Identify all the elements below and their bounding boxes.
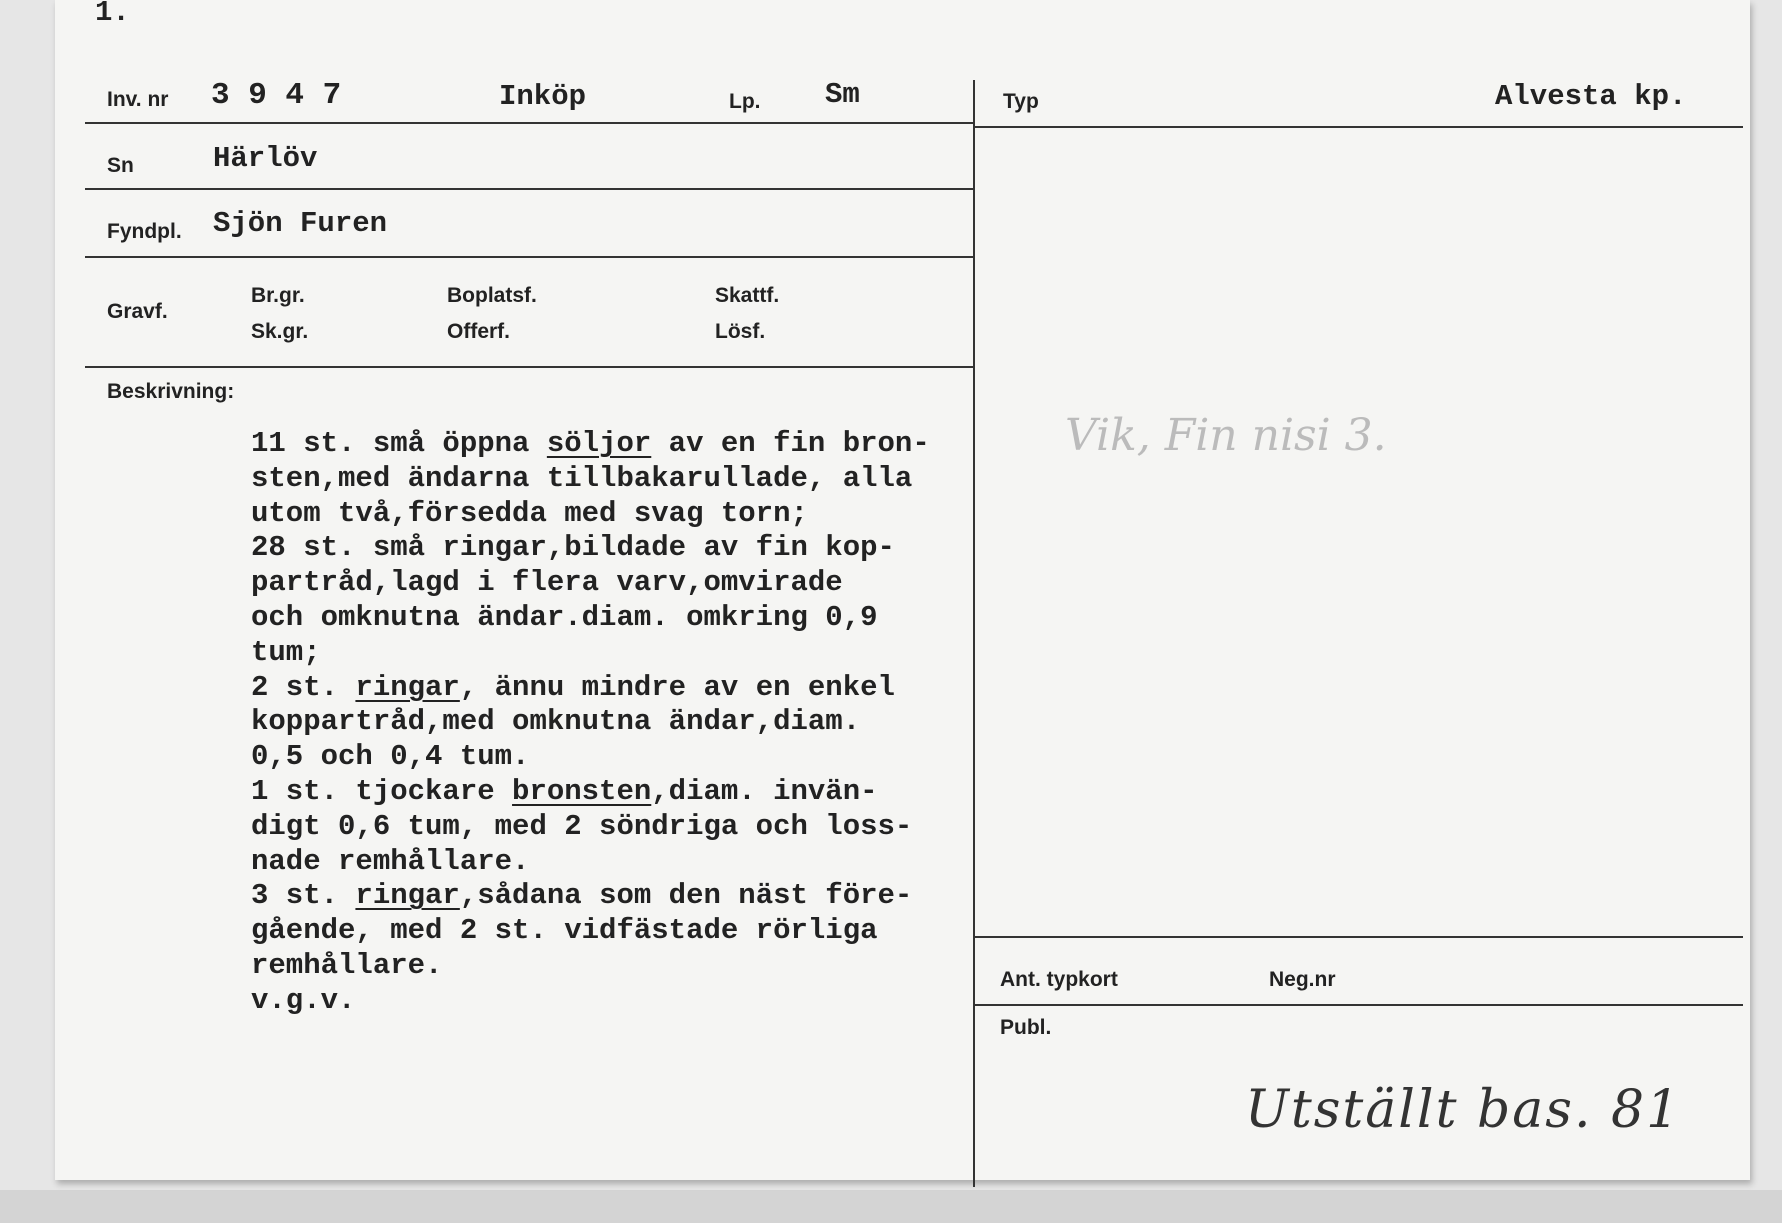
description-fragment: utom två,försedda med svag torn; xyxy=(251,496,808,530)
gravf-label: Gravf. xyxy=(107,300,168,323)
losf-label: Lösf. xyxy=(715,320,766,343)
underlined-term: bronsten xyxy=(512,774,652,808)
description-fragment: av en fin bron- xyxy=(651,427,930,460)
description-fragment: 1 st. tjockare xyxy=(251,774,513,808)
description-line xyxy=(251,462,1071,497)
ant-typkort-label: Ant. typkort xyxy=(1000,968,1118,991)
description-fragment: 28 st. små ringar,bildade av fin kop- xyxy=(251,531,895,565)
description-line xyxy=(251,636,1071,671)
lp-label: Lp. xyxy=(729,90,761,113)
description-fragment: nade remhållare. xyxy=(251,844,530,878)
description-line xyxy=(251,775,1071,810)
description-line xyxy=(251,601,1071,636)
description-line xyxy=(251,705,1071,740)
description-line xyxy=(251,879,1071,914)
inv-nr-label: Inv. nr xyxy=(107,88,169,111)
description-line xyxy=(251,531,1071,566)
description-fragment: digt 0,6 tum, med 2 söndriga och loss- xyxy=(251,809,913,843)
description-fragment: 11 st. små öppna xyxy=(251,427,547,460)
underlined-term: ringar xyxy=(355,879,460,913)
rule-ant-typkort xyxy=(975,936,1743,938)
description-fragment: remhållare. xyxy=(251,948,443,982)
underlined-term: söljor xyxy=(546,427,652,460)
rule-gravf xyxy=(85,366,973,368)
description-line xyxy=(251,497,1071,532)
negnr-label: Neg.nr xyxy=(1269,968,1336,991)
rule-typ xyxy=(975,126,1743,128)
location: Alvesta kp. xyxy=(1495,80,1687,113)
skattf-label: Skattf. xyxy=(715,284,780,307)
description-line xyxy=(251,427,1071,462)
description-line xyxy=(251,566,1071,601)
description-fragment: ,sådana som den näst före- xyxy=(459,879,913,913)
publ-label: Publ. xyxy=(1000,1016,1052,1039)
description-line xyxy=(251,810,1071,845)
rule-sn xyxy=(85,188,973,190)
scan-background-strip xyxy=(0,1190,1782,1223)
description-fragment: ,diam. invän- xyxy=(651,774,878,808)
rule-fyndpl xyxy=(85,256,973,258)
rule-publ xyxy=(975,1004,1743,1006)
rule-inv xyxy=(85,122,973,124)
description-fragment: tum; xyxy=(251,635,321,669)
offerf-label: Offerf. xyxy=(447,320,510,343)
description-line xyxy=(251,914,1071,949)
description-fragment: partråd,lagd i flera varv,omvirade xyxy=(251,566,843,600)
skgr-label: Sk.gr. xyxy=(251,320,309,343)
description-line xyxy=(251,845,1071,880)
acquisition-type: Inköp xyxy=(499,80,587,113)
sn-label: Sn xyxy=(107,154,134,177)
description-fragment: 2 st. xyxy=(251,670,356,704)
card-number: 1. xyxy=(95,0,130,29)
description-line xyxy=(251,671,1071,706)
inv-nr-value: 3 9 4 7 xyxy=(211,78,342,113)
description-line xyxy=(251,740,1071,775)
beskrivning-label: Beskrivning: xyxy=(107,380,235,403)
description-fragment: , ännu mindre av en enkel xyxy=(459,670,895,704)
fyndpl-label: Fyndpl. xyxy=(107,220,182,243)
description-fragment: sten,med ändarna tillbakarullade, alla xyxy=(251,461,913,495)
typ-label: Typ xyxy=(1003,90,1039,113)
lp-value: Sm xyxy=(825,78,860,111)
underlined-term: ringar xyxy=(355,670,460,704)
description-line xyxy=(251,949,1071,984)
description-fragment: 0,5 och 0,4 tum. xyxy=(251,740,530,774)
description-fragment: v.g.v. xyxy=(251,983,356,1017)
catalog-card xyxy=(55,0,1750,1180)
boplatsf-label: Boplatsf. xyxy=(447,284,537,307)
description-fragment: och omknutna ändar.diam. omkring 0,9 xyxy=(251,600,878,634)
sn-value: Härlöv xyxy=(213,142,318,175)
brgr-label: Br.gr. xyxy=(251,284,305,307)
description-fragment: koppartråd,med omknutna ändar,diam. xyxy=(251,705,861,739)
description-text xyxy=(251,427,1071,1019)
handwritten-exhibition-note: Utställt bas. 81 xyxy=(1245,1080,1682,1140)
description-line xyxy=(251,984,1071,1019)
faint-handwritten-note: Vik, Fin nisi 3. xyxy=(1065,410,1387,461)
description-fragment: gående, med 2 st. vidfästade rörliga xyxy=(251,914,878,948)
description-fragment: 3 st. xyxy=(251,879,356,913)
fyndpl-value: Sjön Furen xyxy=(213,207,388,240)
